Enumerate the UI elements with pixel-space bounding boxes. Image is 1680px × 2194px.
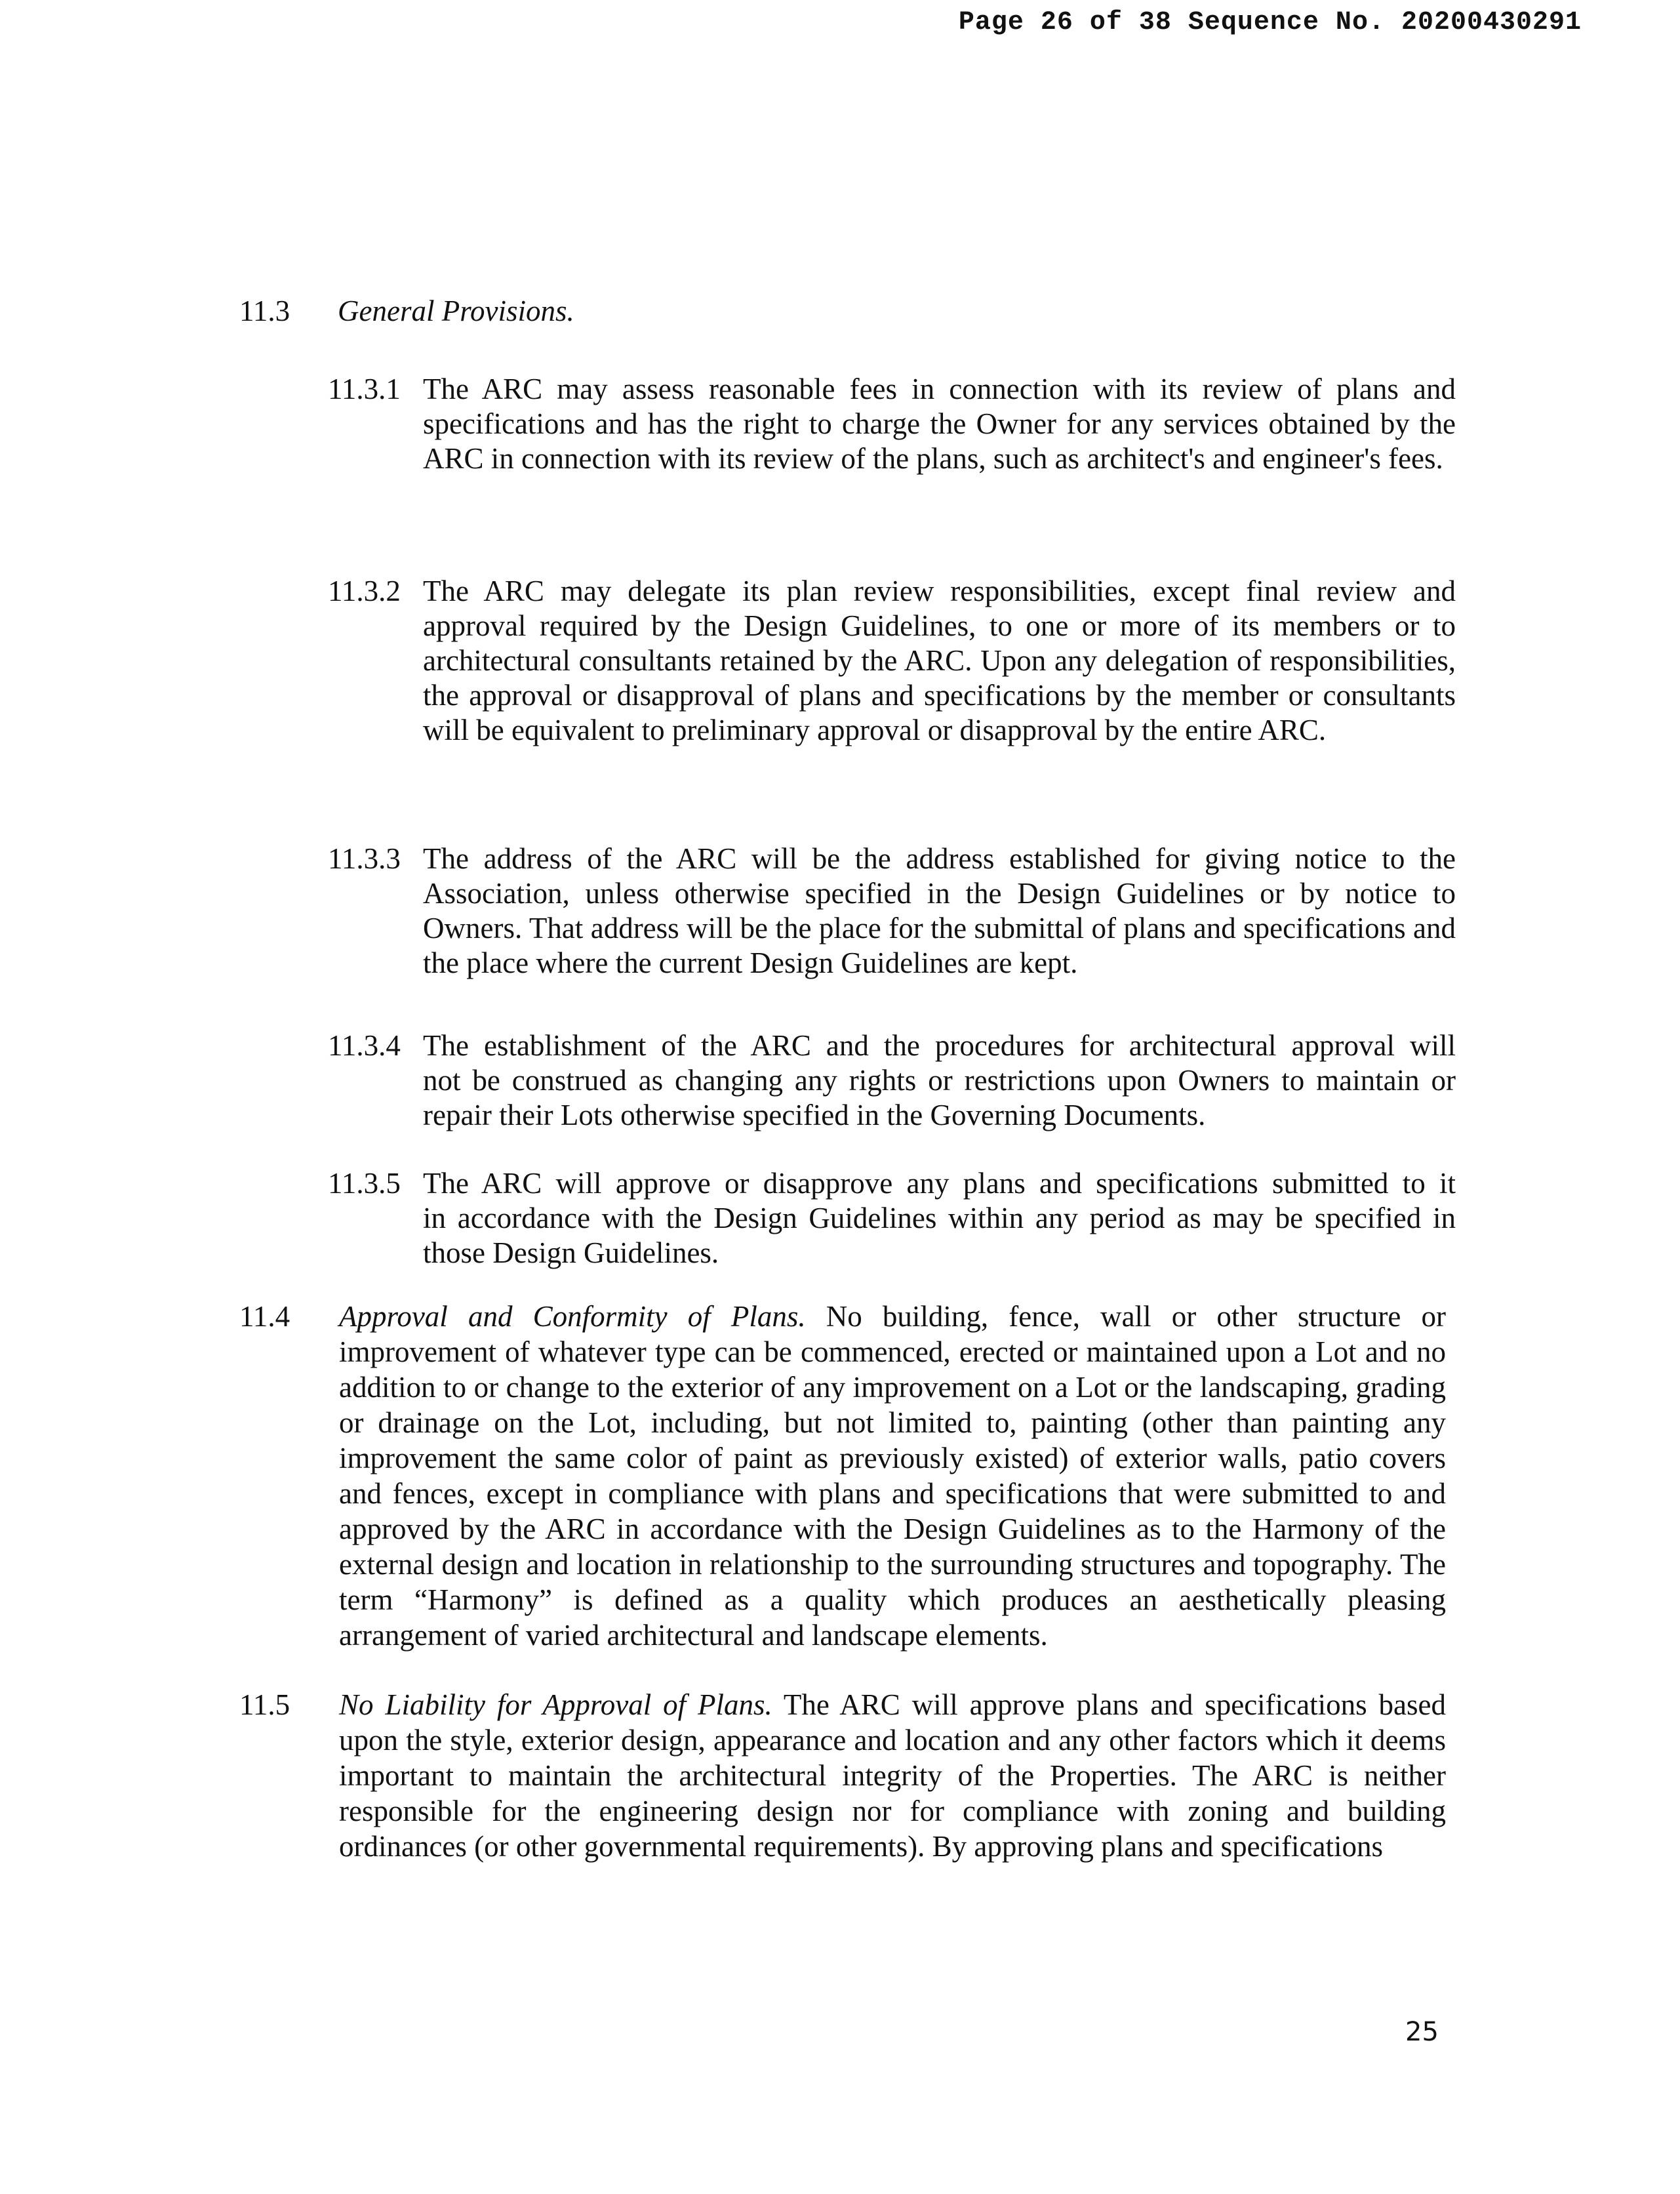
section-title: General Provisions. xyxy=(338,295,574,327)
subsection-number: 11.3.5 xyxy=(328,1167,401,1200)
section-body xyxy=(339,1299,1446,1653)
subsection-first-line xyxy=(328,1166,1456,1201)
section-number: 11.4 xyxy=(239,1300,290,1333)
subsection-first-line-text: The ARC may assess reasonable fees in connection with its review of plans and xyxy=(423,373,1456,405)
section-11-3-heading xyxy=(239,294,574,328)
section-body xyxy=(339,1687,1446,1864)
subsection-11-3-3 xyxy=(328,842,1456,981)
subsection-body: specifications and has the right to charge the Owner for any services obtained by the ARC in connection with its review of the plans, such as architect's and engineer's fees. xyxy=(423,407,1456,475)
subsection-first-line xyxy=(328,372,1456,407)
subsection-first-line-text: The ARC will approve or disapprove any plans and specifications submitted to it xyxy=(423,1167,1456,1200)
subsection-body: not be construed as changing any rights or restrictions upon Owners to maintain or repair their Lots otherwise specified in the Governing Documents. xyxy=(423,1064,1456,1131)
subsection-first-line-text: The ARC may delegate its plan review responsibilities, except final review and xyxy=(423,575,1456,607)
subsection-number: 11.3.3 xyxy=(328,842,401,875)
subsection-first-line xyxy=(328,1028,1456,1063)
subsection-body: approval required by the Design Guidelines, to one or more of its members or to architectural consultants retained by the ARC. Upon any delegation of responsibilities, the approval or disapproval of plans and specifications by the member or consultants will be equivalent to preliminary approval or disapproval by the entire ARC. xyxy=(423,609,1456,746)
page-sequence-header: Page 26 of 38 Sequence No. 20200430291 xyxy=(958,8,1582,37)
section-11-5 xyxy=(239,1687,1446,1864)
subsection-body: Association, unless otherwise specified in the Design Guidelines or by notice to Owners. That address will be the place for the submittal of plans and specifications and the place where the current Design Guidelines are kept. xyxy=(423,877,1456,979)
subsection-11-3-2 xyxy=(328,574,1456,748)
subsection-first-line-text: The establishment of the ARC and the procedures for architectural approval will xyxy=(423,1029,1456,1062)
subsection-11-3-1 xyxy=(328,372,1456,476)
subsection-first-line xyxy=(328,574,1456,609)
section-title: Approval and Conformity of Plans. xyxy=(339,1300,806,1333)
section-text: No building, fence, wall or other structure or improvement of whatever type can be commenced, erected or maintained upon a Lot and no addition to or change to the exterior of any improvement on a Lot or the landscaping, grading or drainage on the Lot, including, but not limited to, painting (other than painting any improvement the same color of paint as previously existed) of exterior walls, patio covers and fences, except in compliance with plans and specifications that were submitted to and approved by the ARC in accordance with the Design Guidelines as to the Harmony of the external design and location in relationship to the surrounding structures and topography. The term “Harmony” is defined as a quality which produces an aesthetically pleasing arrangement of varied architectural and landscape elements. xyxy=(339,1300,1446,1652)
subsection-first-line xyxy=(328,842,1456,876)
subsection-number: 11.3.2 xyxy=(328,575,401,607)
subsection-number: 11.3.4 xyxy=(328,1029,401,1062)
subsection-first-line-text: The address of the ARC will be the address established for giving notice to the xyxy=(423,842,1456,875)
section-number: 11.3 xyxy=(239,295,290,327)
section-11-4 xyxy=(239,1299,1446,1653)
subsection-11-3-5 xyxy=(328,1166,1456,1270)
section-text: The ARC will approve plans and specifications based upon the style, exterior design, appearance and location and any other factors which it deems important to maintain the architectural integrity of the Properties. The ARC is neither responsible for the engineering design nor for compliance with zoning and building ordinances (or other governmental requirements). By approving plans and specifications xyxy=(339,1688,1446,1863)
section-number: 11.5 xyxy=(239,1688,290,1721)
subsection-number: 11.3.1 xyxy=(328,373,401,405)
page-number: 25 xyxy=(1405,2017,1439,2047)
subsection-body: in accordance with the Design Guidelines within any period as may be specified in those Design Guidelines. xyxy=(423,1202,1456,1269)
section-title: No Liability for Approval of Plans. xyxy=(339,1688,772,1721)
subsection-11-3-4 xyxy=(328,1028,1456,1133)
